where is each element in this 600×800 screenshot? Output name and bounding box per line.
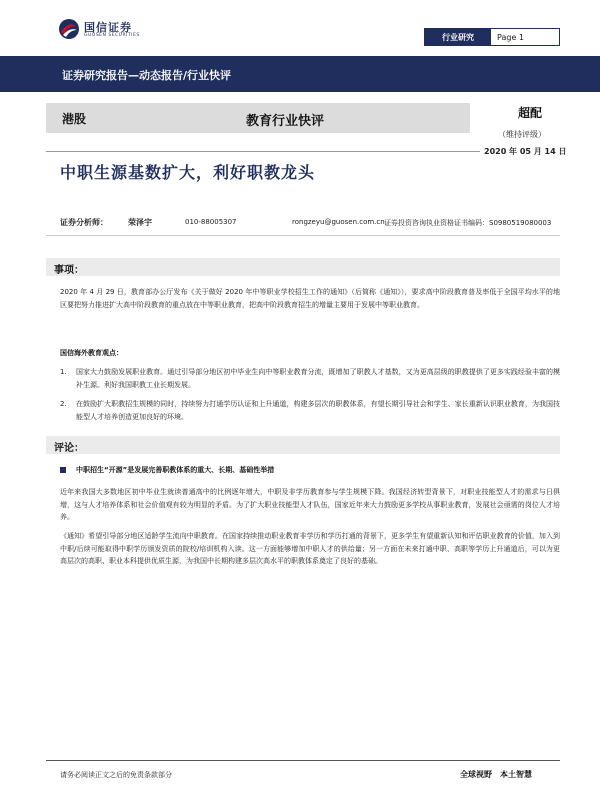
page-title: 中职生源基数扩大，利好职教龙头 bbox=[60, 163, 316, 182]
analyst-divider bbox=[46, 235, 560, 236]
footer-disclaimer: 请务必阅读正文之后的免责条款部分 bbox=[60, 771, 172, 779]
list-item-text: 在鼓励扩大职教招生规模的同时，持续努力打通学历认证和上升通道，构建多层次的职教体系，有望长期引导社会和学生、家长重新认识职业教育，为我国技能型人才培养创造更加良好的环境。 bbox=[76, 400, 560, 421]
analyst-email: rongzeyu@guosen.com.cn bbox=[292, 218, 385, 226]
comment-paragraph: 《通知》希望引导部分地区适龄学生流向中职教育。在国家持续推动职业教育非学历和学历打通的背景下，更多学生有望重新认知和评估职业教育的价值，加入到中职/后续可能取得中职学历颁发资质的院校/培训机构入读。这一方面能够增加中职人才的供给量；另一方面在未来打通中职、高职等学历上升通道后，可以为更高层次的高职、职业本科提供优质生源，为我国中长期构建多层次高水平的职教体系奠定了良好的基础。 bbox=[60, 532, 560, 565]
list-item-text: 国家大力鼓励发展职业教育。通过引导部分地区初中毕业生向中等职业教育分流，既增加了职教人才基数，又为更高层级的职教提供了更多实践经验丰富的模补生源。利好我国职教工业长期发展。 bbox=[76, 368, 560, 389]
section-header-event bbox=[46, 258, 560, 276]
page-number: Page 1 bbox=[497, 32, 524, 42]
report-type-box bbox=[424, 28, 560, 46]
report-date: 2020 年 05 月 14 日 bbox=[480, 146, 570, 157]
market-label: 港股 bbox=[62, 112, 87, 126]
bullet-heading bbox=[60, 465, 274, 475]
logo-mark-icon bbox=[58, 18, 80, 40]
square-bullet-icon bbox=[60, 467, 66, 473]
analyst-phone: 010-88005307 bbox=[185, 218, 237, 226]
bullet-heading-text: 中职招生“开源”是发展完善职教体系的重大、长期、基础性举措 bbox=[76, 466, 275, 474]
section-header-comment bbox=[46, 436, 560, 454]
report-series-title: 教育行业快评 bbox=[246, 114, 325, 129]
company-logo bbox=[58, 16, 154, 46]
list-item-number: 2. bbox=[60, 400, 67, 408]
section-title-event: 事项： bbox=[54, 265, 84, 276]
logo-text-cn: 国信证券 bbox=[84, 21, 132, 34]
view-title: 国信海外教育观点： bbox=[60, 349, 123, 357]
list-item-number: 1. bbox=[60, 368, 67, 376]
section-title-comment: 评论： bbox=[54, 443, 84, 454]
report-type-label: 行业研究 bbox=[425, 29, 491, 45]
rating-value: 超配 bbox=[518, 106, 543, 120]
list-item bbox=[60, 366, 560, 391]
analyst-name: 荣泽宇 bbox=[128, 218, 152, 227]
footer-divider bbox=[46, 760, 560, 761]
header-banner bbox=[0, 56, 600, 92]
logo-text-en: GUOSEN SECURITIES bbox=[84, 33, 140, 38]
comment-paragraph: 近年来我国大多数地区初中毕业生就读普通高中的比例逐年增大，中职及非学历教育参与学生规模下降。我国经济转型背景下，对职业技能型人才的需求与日俱增，这与人才培养体系和社会价值观有较为明显的矛盾。为了扩大职业技能型人才队伍，国家近年来大力鼓励更多学校从事职业教育，发展社会亟需的岗位人才培养。 bbox=[60, 488, 560, 521]
banner-text: 证券研究报告—动态报告/行业快评 bbox=[62, 69, 232, 82]
list-item bbox=[60, 398, 560, 423]
analyst-label: 证券分析师： bbox=[60, 218, 108, 227]
analyst-cert: 证券投资咨询执业资格证书编码：S0980519080003 bbox=[384, 219, 552, 227]
footer-slogan: 全球视野 本土智慧 bbox=[460, 770, 532, 779]
event-paragraph: 2020 年 4 月 29 日，教育部办公厅发布《关于做好 2020 年中等职业学校招生工作的通知》（后简称《通知》），要求高中阶段教育普及率低于全国平均水平的地区要把努力推进扩大高中阶段教育的重点放在中等职业教育，把高中阶段教育招生的增量主要用于发展中等职业教育。 bbox=[60, 288, 560, 309]
rating-note: （维持评级） bbox=[498, 130, 546, 139]
